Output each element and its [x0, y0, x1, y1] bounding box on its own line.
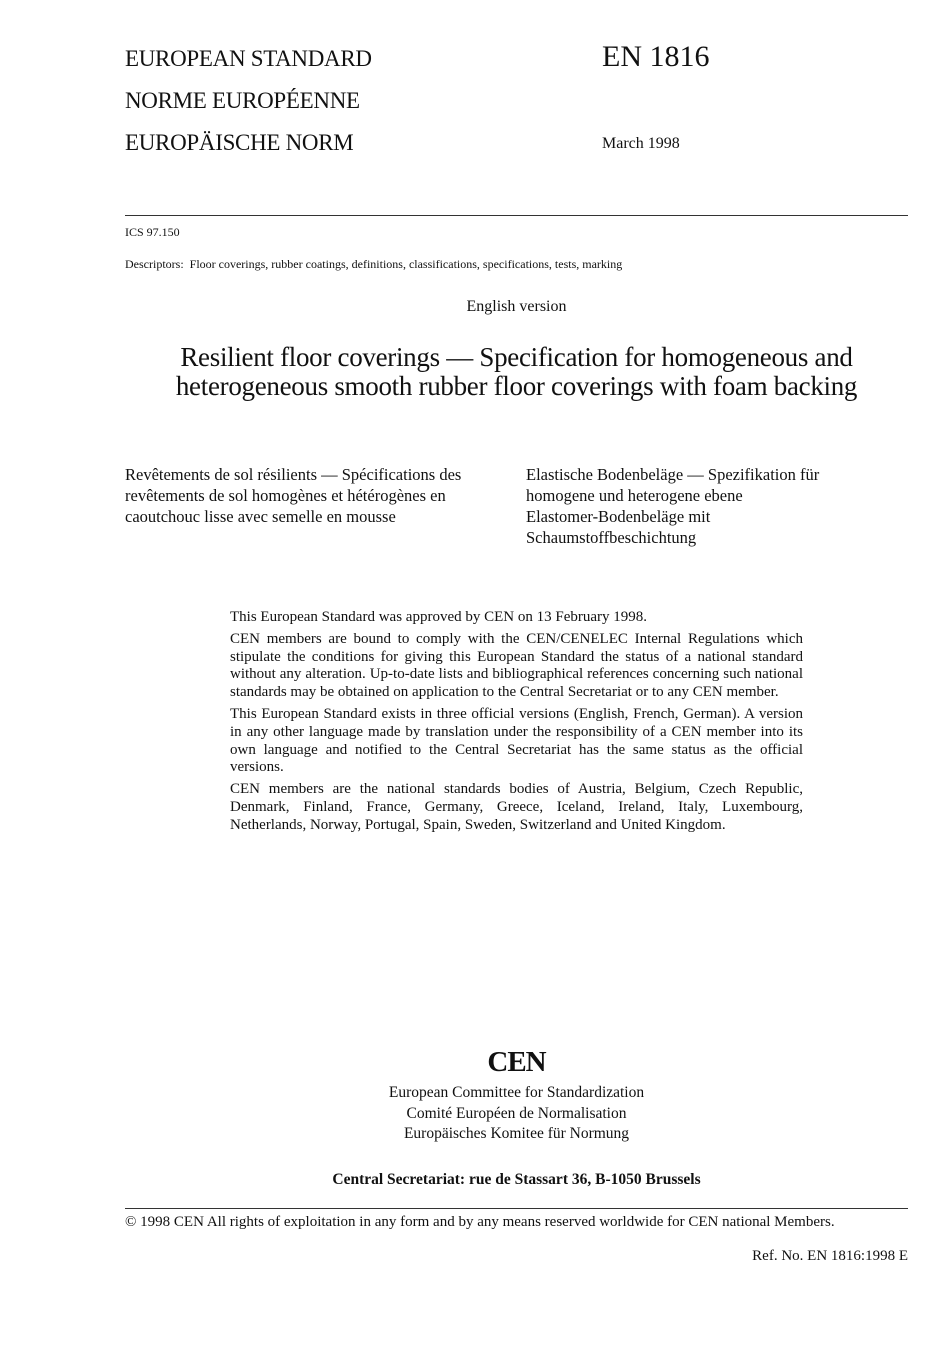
reference-number: Ref. No. EN 1816:1998 E	[752, 1248, 908, 1264]
approval-paragraph: CEN members are the national standards bodies of Austria, Belgium, Czech Republic, Denmark, Finland, France, Germany, Greece, Iceland, Ireland, Italy, Luxembourg, Netherlands, Norway, Portugal, Spain, Sweden, Switzerland and United Kingdom.	[230, 781, 803, 833]
cen-name-german: Europäisches Komitee für Normung	[403, 1125, 630, 1142]
french-title-line: revêtements de sol homogènes et hétérogènes en	[125, 486, 446, 505]
approval-block	[230, 609, 803, 839]
ics-code: ICS 97.150	[125, 225, 180, 239]
publication-date: March 1998	[602, 135, 680, 152]
approval-paragraph: This European Standard exists in three official versions (English, French, German). A version in any other language made by translation under the responsibility of a CEN member into its own language and notified to the Central Secretariat has the same status as the official versions.	[230, 705, 803, 776]
central-secretariat: Central Secretariat: rue de Stassart 36, B-1050 Brussels	[332, 1171, 701, 1188]
german-title-line: Elastische Bodenbeläge — Spezifikation für	[526, 465, 820, 484]
french-title-line: Revêtements de sol résilients — Spécifications des	[125, 465, 462, 484]
designation-german: EUROPÄISCHE NORM	[125, 130, 354, 155]
version-label: English version	[466, 298, 567, 315]
designation-french: NORME EUROPÉENNE	[125, 88, 360, 113]
french-title	[125, 464, 510, 527]
designation-english: EUROPEAN STANDARD	[125, 46, 372, 71]
german-title-line: Schaumstoffbeschichtung	[526, 528, 697, 547]
header-divider	[125, 215, 908, 216]
approval-paragraph: This European Standard was approved by CEN on 13 February 1998.	[230, 609, 647, 625]
descriptors: Descriptors: Floor coverings, rubber coatings, definitions, classifications, specifications, tests, marking	[125, 257, 623, 271]
german-title-line: Elastomer-Bodenbeläge mit	[526, 507, 711, 526]
standard-number: EN 1816	[602, 40, 710, 73]
title-line-2: heterogeneous smooth rubber floor coverings with foam backing	[175, 371, 858, 401]
cen-names	[125, 1083, 908, 1145]
footer-divider	[125, 1208, 908, 1209]
document-title	[100, 343, 933, 401]
german-title	[526, 464, 911, 548]
cen-logo: CEN	[487, 1046, 546, 1078]
approval-paragraph: CEN members are bound to comply with the CEN/CENELEC Internal Regulations which stipulate the conditions for giving this European Standard the status of a national standard without any alteration. Up-to-date lists and bibliographical references concerning such national standards may be obtained on application to the Central Secretariat or to any CEN member.	[230, 630, 803, 701]
copyright-notice: © 1998 CEN All rights of exploitation in any form and by any means reserved worldwide for CEN national Members.	[125, 1214, 835, 1230]
french-title-line: caoutchouc lisse avec semelle en mousse	[125, 507, 396, 526]
cen-name-french: Comité Européen de Normalisation	[406, 1104, 627, 1122]
title-line-1: Resilient floor coverings — Specification for homogeneous and	[180, 342, 853, 372]
german-title-line: homogene und heterogene ebene	[526, 486, 743, 505]
cen-name-english: European Committee for Standardization	[388, 1084, 645, 1101]
